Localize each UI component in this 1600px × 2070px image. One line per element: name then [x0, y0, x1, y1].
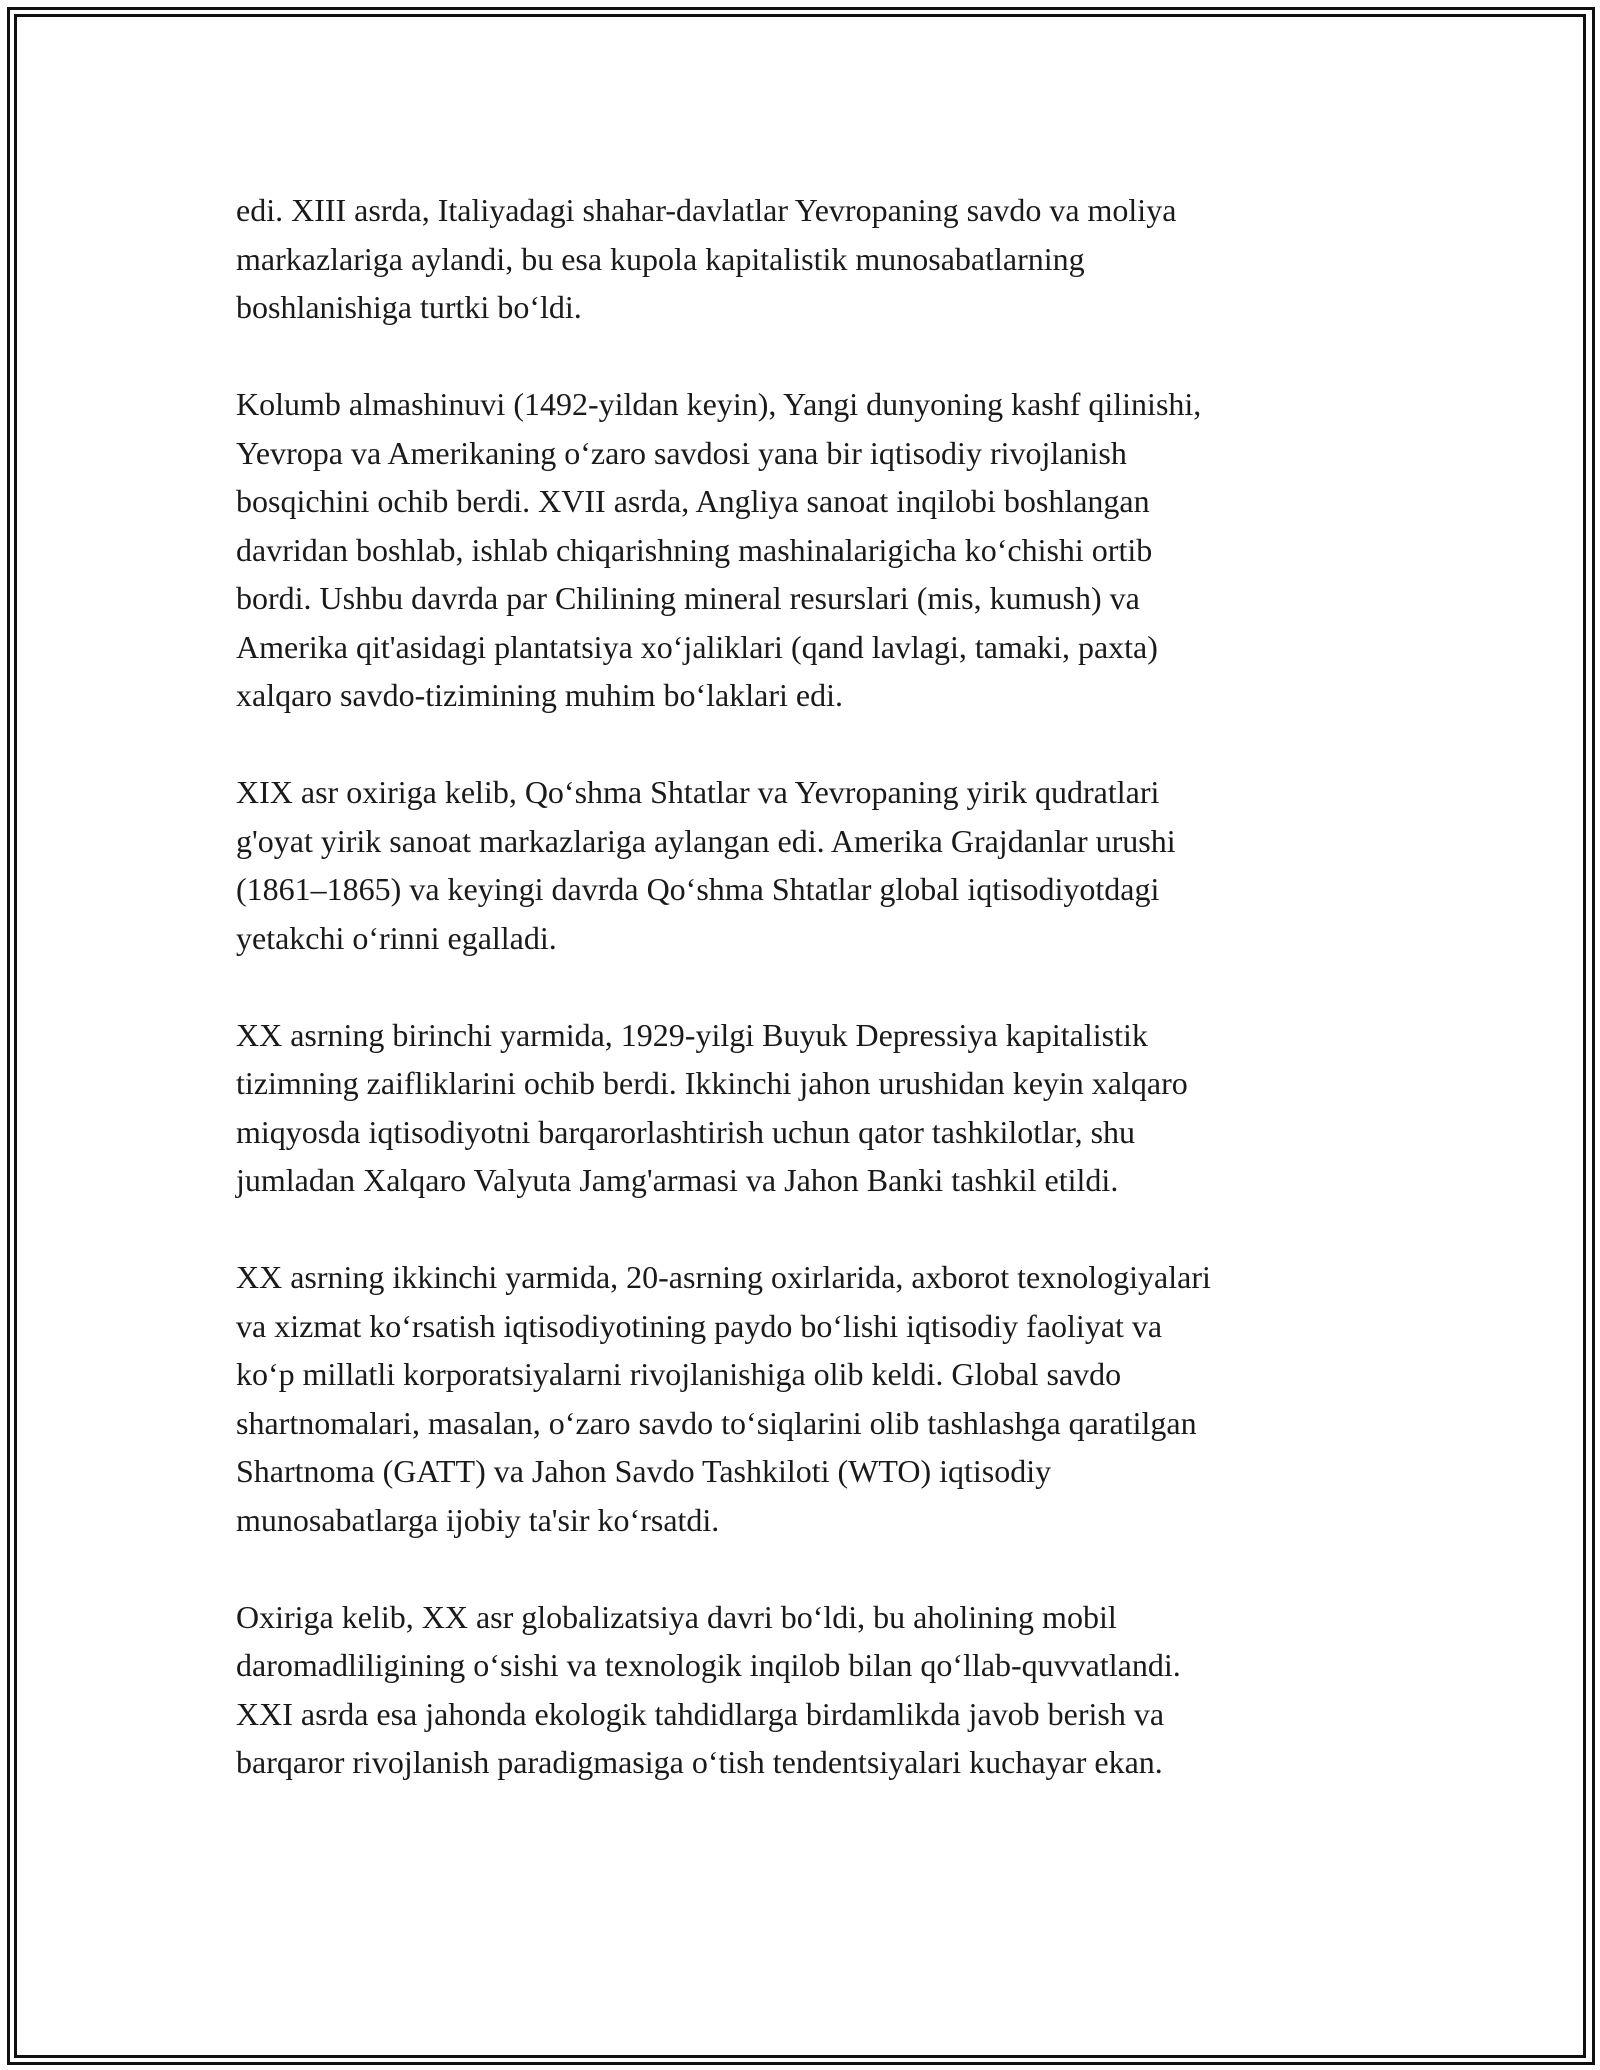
- document-body: [236, 186, 1366, 1835]
- text-line: Oxiriga kelib, XX asr globalizatsiya davri bo‘ldi, bu aholining mobil: [236, 1598, 1117, 1635]
- text-line: XX asrning ikkinchi yarmida, 20-asrning oxirlarida, axborot texnologiyalari: [236, 1259, 1211, 1295]
- text-line: markazlariga aylandi, bu esa kupola kapitalistik munosabatlarning: [236, 240, 1085, 277]
- paragraph: [236, 1593, 1366, 1787]
- paragraph: [236, 1011, 1366, 1205]
- text-line: barqaror rivojlanish paradigmasiga o‘tish tendentsiyalari kuchayar ekan.: [236, 1744, 1163, 1780]
- text-line: (1861–1865) va keyingi davrda Qo‘shma Shtatlar global iqtisodiyotdagi: [236, 871, 1160, 907]
- text-line: va xizmat ko‘rsatish iqtisodiyotining paydo bo‘lishi iqtisodiy faoliyat va: [236, 1307, 1163, 1344]
- text-line: munosabatlarga ijobiy ta'sir ko‘rsatdi.: [236, 1501, 720, 1538]
- text-line: ko‘p millatli korporatsiyalarni rivojlanishiga olib keldi. Global savdo: [236, 1356, 1122, 1392]
- text-line: bosqichini ochib berdi. XVII asrda, Angliya sanoat inqilobi boshlangan: [236, 483, 1150, 519]
- text-line: XXI asrda esa jahonda ekologik tahdidlarga birdamlikda javob berish va: [236, 1695, 1165, 1732]
- text-line: shartnomalari, masalan, o‘zaro savdo to‘siqlarini olib tashlashga qaratilgan: [236, 1404, 1197, 1441]
- text-line: Amerika qit'asidagi plantatsiya xo‘jaliklari (qand lavlagi, tamaki, paxta): [236, 628, 1158, 665]
- text-line: miqyosda iqtisodiyotni barqarorlashtirish uchun qator tashkilotlar, shu: [236, 1113, 1136, 1150]
- paragraph: [236, 768, 1366, 962]
- paragraph: [236, 186, 1366, 332]
- text-line: g'oyat yirik sanoat markazlariga aylangan edi. Amerika Grajdanlar urushi: [236, 822, 1176, 859]
- text-line: Yevropa va Amerikaning o‘zaro savdosi yana bir iqtisodiy rivojlanish: [236, 434, 1127, 471]
- text-line: boshlanishiga turtki bo‘ldi.: [236, 289, 582, 325]
- text-line: edi. XIII asrda, Italiyadagi shahar-davlatlar Yevropaning savdo va moliya: [236, 192, 1177, 228]
- text-line: Shartnoma (GATT) va Jahon Savdo Tashkiloti (WTO) iqtisodiy: [236, 1453, 1052, 1489]
- text-line: yetakchi o‘rinni egalladi.: [236, 919, 557, 956]
- paragraph: [236, 380, 1366, 720]
- paragraph: [236, 1253, 1366, 1544]
- text-line: xalqaro savdo-tizimining muhim bo‘laklari edi.: [236, 677, 843, 713]
- text-line: XIX asr oxiriga kelib, Qo‘shma Shtatlar va Yevropaning yirik qudratlari: [236, 774, 1160, 810]
- text-line: tizimning zaifliklarini ochib berdi. Ikkinchi jahon urushidan keyin xalqaro: [236, 1065, 1188, 1101]
- text-line: Kolumb almashinuvi (1492-yildan keyin), Yangi dunyoning kashf qilinishi,: [236, 386, 1202, 422]
- text-line: daromadliligining o‘sishi va texnologik inqilob bilan qo‘llab-quvvatlandi.: [236, 1647, 1181, 1683]
- text-line: jumladan Xalqaro Valyuta Jamg'armasi va Jahon Banki tashkil etildi.: [236, 1162, 1119, 1198]
- text-line: bordi. Ushbu davrda par Chilining mineral resurslari (mis, kumush) va: [236, 580, 1140, 616]
- text-line: davridan boshlab, ishlab chiqarishning mashinalarigicha ko‘chishi ortib: [236, 531, 1153, 568]
- text-line: XX asrning birinchi yarmida, 1929-yilgi Buyuk Depressiya kapitalistik: [236, 1016, 1148, 1053]
